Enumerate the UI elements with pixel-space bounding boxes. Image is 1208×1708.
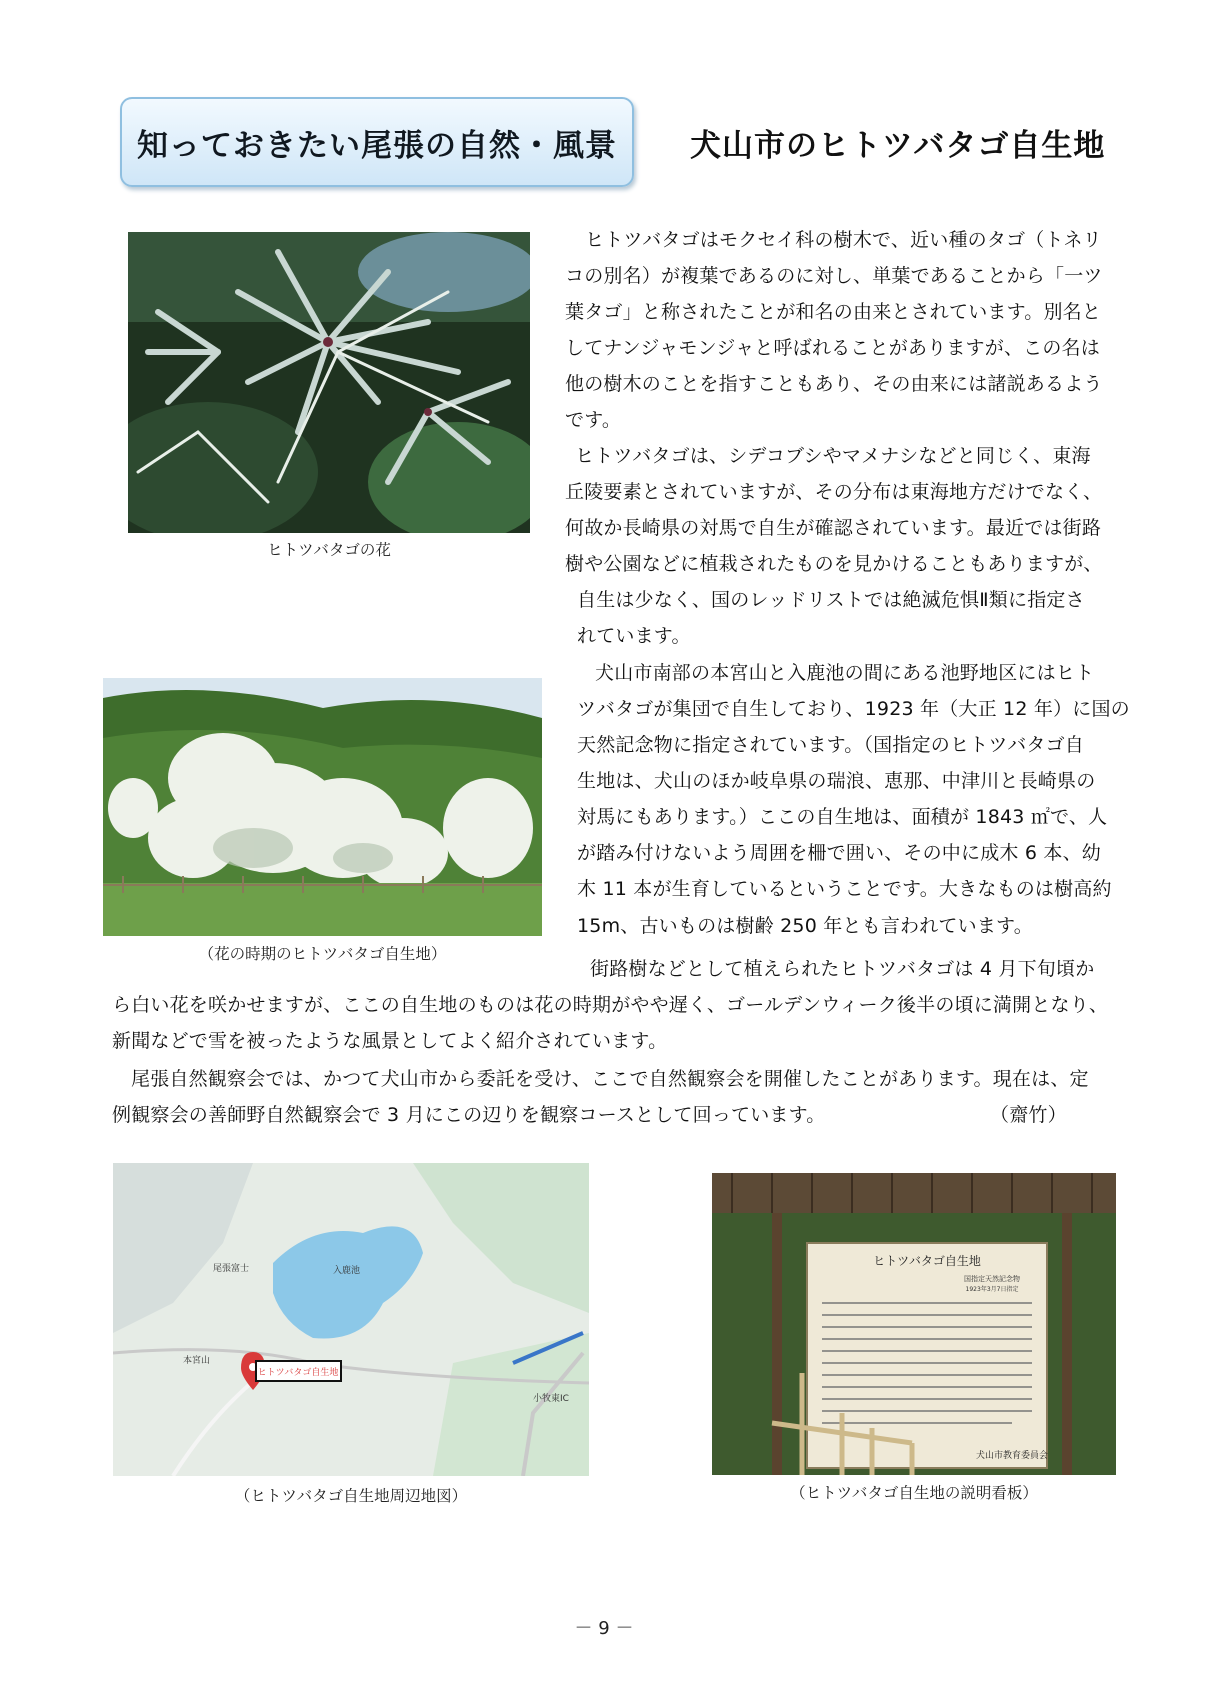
body-line-12: れています。 bbox=[577, 625, 691, 647]
body-line-24: 尾張自然観察会では、かつて犬山市から委託を受け、ここで自然観察会を開催したことがあります。現在は、定 bbox=[131, 1068, 1089, 1090]
body-line-7: ヒトツバタゴは、シデコブシやマメナシなどと同じく、東海 bbox=[575, 445, 1091, 467]
series-title: 知っておきたい尾張の自然・風景 bbox=[137, 127, 617, 164]
map-label-ic: 小牧東IC bbox=[533, 1394, 569, 1404]
body-line-3: 葉タゴ」と称されたことが和名の由来とされています。別名と bbox=[565, 301, 1102, 323]
grove-photo-image bbox=[103, 678, 542, 936]
body-line-17: 対馬にもあります。）ここの自生地は、面積が 1843 ㎡で、人 bbox=[577, 806, 1108, 828]
area-map bbox=[113, 1163, 589, 1476]
sign-subtitle: 国指定天然記念物 bbox=[964, 1275, 1020, 1283]
body-line-9: 何故か長崎県の対馬で自生が確認されています。最近では街路 bbox=[565, 517, 1102, 539]
body-line-1: ヒトツバタゴはモクセイ科の樹木で、近い種のタゴ（トネリ bbox=[585, 229, 1102, 251]
map-label-site: ヒトツバタゴ自生地 bbox=[257, 1368, 339, 1378]
sign-title: ヒトツバタゴ自生地 bbox=[873, 1254, 981, 1268]
body-line-6: です。 bbox=[565, 409, 622, 431]
body-line-21: 街路樹などとして植えられたヒトツバタゴは 4 月下旬頃か bbox=[590, 958, 1095, 980]
body-line-2: コの別名）が複葉であるのに対し、単葉であることから「一ツ bbox=[565, 265, 1103, 287]
article-title: 犬山市のヒトツバタゴ自生地 bbox=[690, 128, 1106, 164]
sign-footer: 犬山市教育委員会 bbox=[975, 1451, 1049, 1461]
body-line-19: 木 11 本が生育しているということです。大きなものは樹高約 bbox=[577, 878, 1112, 900]
body-line-5: 他の樹木のことを指すこともあり、その由来には諸説あるよう bbox=[565, 373, 1103, 395]
map-label-lake: 入鹿池 bbox=[333, 1266, 361, 1276]
body-line-4: してナンジャモンジャと呼ばれることがありますが、この名は bbox=[565, 337, 1100, 359]
map-label-hongusan: 本宮山 bbox=[183, 1356, 211, 1366]
flower-photo-image bbox=[128, 232, 530, 533]
body-line-22: ら白い花を咲かせますが、ここの自生地のものは花の時期がやや遅く、ゴールデンウィーク後半の頃に満開となり、 bbox=[112, 994, 1109, 1016]
body-line-23: 新聞などで雪を被ったような風景としてよく紹介されています。 bbox=[112, 1030, 668, 1052]
flower-caption: ヒトツバタゴの花 bbox=[267, 541, 391, 559]
sign-photo-image bbox=[712, 1173, 1116, 1475]
map-caption: （ヒトツバタゴ自生地周辺地図） bbox=[234, 1487, 468, 1505]
body-line-20: 15m、古いものは樹齢 250 年とも言われています。 bbox=[577, 915, 1033, 937]
body-line-18: が踏み付けないよう周囲を柵で囲い、その中に成木 6 本、幼 bbox=[577, 842, 1101, 864]
sign-photo bbox=[712, 1173, 1116, 1475]
grove-photo bbox=[103, 678, 542, 936]
body-line-14: ツバタゴが集団で自生しており、1923 年（大正 12 年）に国の bbox=[577, 698, 1130, 720]
body-line-8: 丘陵要素とされていますが、その分布は東海地方だけでなく、 bbox=[565, 481, 1103, 503]
body-line-13: 犬山市南部の本宮山と入鹿池の間にある池野地区にはヒト bbox=[595, 662, 1095, 684]
body-line-11: 自生は少なく、国のレッドリストでは絶滅危惧Ⅱ類に指定さ bbox=[577, 589, 1085, 611]
flower-photo bbox=[128, 232, 530, 533]
body-line-25: 例観察会の善師野自然観察会で 3 月にこの辺りを観察コースとして回っています。 bbox=[112, 1104, 826, 1126]
map-label-owarifuji: 尾張富士 bbox=[213, 1264, 250, 1274]
grove-caption: （花の時期のヒトツバタゴ自生地） bbox=[198, 945, 447, 963]
author-credit: （齋竹） bbox=[990, 1104, 1067, 1126]
area-map-image bbox=[113, 1163, 589, 1476]
page-number: － 9 － bbox=[574, 1618, 634, 1639]
sign-date: 1923年3月7日指定 bbox=[965, 1286, 1019, 1293]
body-line-16: 生地は、犬山のほか岐阜県の瑞浪、恵那、中津川と長崎県の bbox=[577, 770, 1096, 792]
body-line-10: 樹や公園などに植栽されたものを見かけることもありますが、 bbox=[565, 553, 1103, 575]
body-line-15: 天然記念物に指定されています。（国指定のヒトツバタゴ自 bbox=[577, 734, 1085, 756]
series-title-box bbox=[120, 97, 634, 187]
sign-caption: （ヒトツバタゴ自生地の説明看板） bbox=[790, 1484, 1038, 1502]
